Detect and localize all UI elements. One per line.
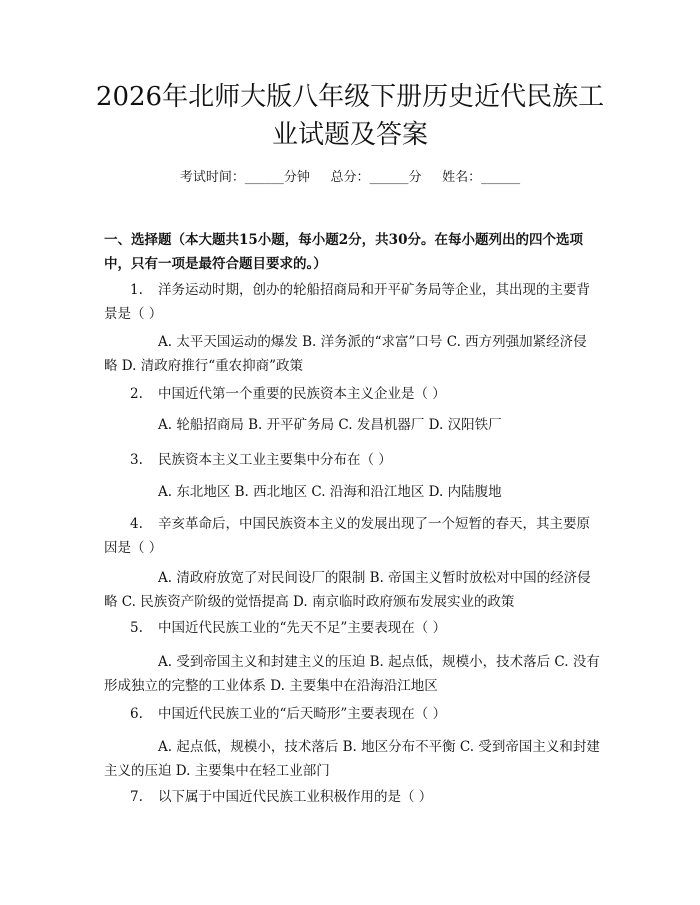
question-6-options <box>104 735 600 783</box>
options-text: A. 东北地区 B. 西北地区 C. 沿海和沿江地区 D. 内陆腹地 <box>158 484 502 500</box>
question-number: 6. <box>130 706 143 722</box>
question-6 <box>104 702 600 726</box>
question-2-options <box>104 413 600 437</box>
section-heading: 一、选择题（本大题共15小题，每小题2分，共30分。在每小题列出的四个选项中，只有一项是最符合题目要求的。） <box>104 232 583 272</box>
question-4-options <box>104 566 600 614</box>
question-7 <box>104 785 600 809</box>
options-text: A. 轮船招商局 B. 开平矿务局 C. 发昌机器厂 D. 汉阳铁厂 <box>158 417 502 433</box>
question-3-options <box>104 480 600 504</box>
options-text: A. 起点低，规模小，技术落后 B. 地区分布不平衡 C. 受到帝国主义和封建主义的压迫 D. 主要集中在轻工业部门 <box>104 739 600 779</box>
question-number: 2. <box>130 386 143 402</box>
question-stem: 中国近代第一个重要的民族资本主义企业是（ ） <box>158 386 446 402</box>
document-title: 2026年北师大版八年级下册历史近代民族工业试题及答案 <box>95 82 605 150</box>
question-1-options <box>104 330 600 378</box>
question-stem: 辛亥革命后，中国民族资本主义的发展出现了一个短暂的春天，其主要原因是（ ） <box>104 516 590 556</box>
exam-info-line: 考试时间：______分钟 总分：______分 姓名：______ <box>179 170 521 185</box>
question-2 <box>104 382 600 406</box>
question-stem: 中国近代民族工业的“先天不足”主要表现在（ ） <box>158 620 447 636</box>
options-text: A. 清政府放宽了对民间设厂的限制 B. 帝国主义暂时放松对中国的经济侵略 C. 民族资产阶级的觉悟提高 D. 南京临时政府颁布发展实业的政策 <box>104 570 591 610</box>
question-number: 4. <box>130 516 143 532</box>
options-text: A. 受到帝国主义和封建主义的压迫 B. 起点低，规模小，技术落后 C. 没有形成独立的完整的工业体系 D. 主要集中在沿海沿江地区 <box>104 654 600 694</box>
question-5-options <box>104 650 600 698</box>
question-5 <box>104 616 600 640</box>
question-4 <box>104 512 600 560</box>
question-number: 7. <box>130 789 143 805</box>
question-stem: 洋务运动时期，创办的轮船招商局和开平矿务局等企业，其出现的主要背景是（ ） <box>104 282 590 322</box>
question-stem: 中国近代民族工业的“后天畸形”主要表现在（ ） <box>158 706 447 722</box>
question-number: 1. <box>130 282 143 298</box>
question-stem: 民族资本主义工业主要集中分布在（ ） <box>158 452 392 468</box>
question-3 <box>104 448 600 472</box>
question-stem: 以下属于中国近代民族工业积极作用的是（ ） <box>158 789 433 805</box>
question-number: 3. <box>130 452 143 468</box>
options-text: A. 太平天国运动的爆发 B. 洋务派的“求富”口号 C. 西方列强加紧经济侵略 D. 清政府推行“重农抑商”政策 <box>104 334 587 374</box>
question-number: 5. <box>130 620 143 636</box>
question-1 <box>104 278 600 326</box>
